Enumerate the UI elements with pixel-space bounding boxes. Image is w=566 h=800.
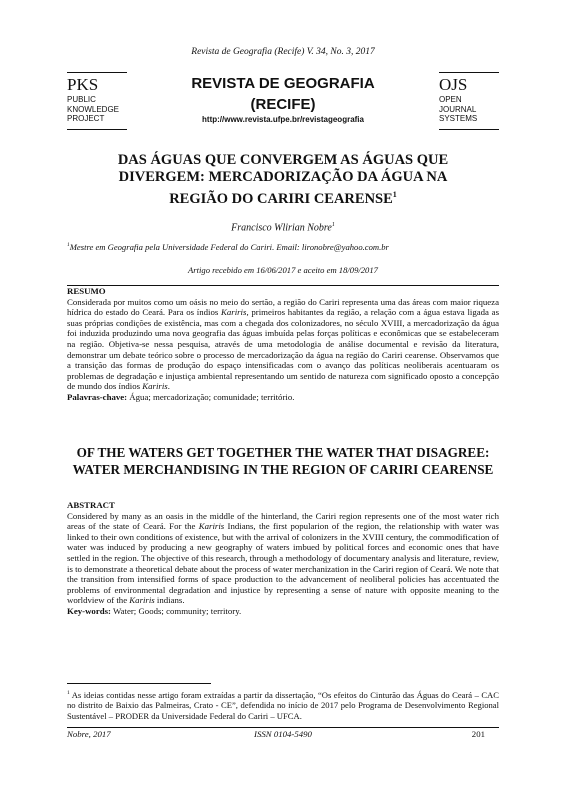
resumo-text: . bbox=[167, 381, 170, 392]
abstract-emphasis: Kariris bbox=[129, 595, 155, 606]
resumo-heading: RESUMO bbox=[67, 286, 106, 296]
pkp-logo-box bbox=[67, 72, 127, 130]
page-number: 201 bbox=[471, 729, 485, 739]
abstract-keywords-text: Water; Goods; community; territory. bbox=[110, 605, 242, 616]
title-footnote-mark: 1 bbox=[392, 190, 397, 199]
footer-issn: ISSN 0104-5490 bbox=[254, 729, 312, 739]
resumo-body bbox=[67, 297, 499, 392]
pkp-word: PROJECT bbox=[67, 114, 105, 123]
journal-title-block bbox=[133, 72, 433, 130]
author-name bbox=[0, 222, 566, 233]
resumo-keywords-text: Água; mercadorização; comunidade; território. bbox=[127, 391, 295, 402]
article-dates: Artigo recebido em 16/06/2017 e aceito em 18/09/2017 bbox=[188, 265, 378, 275]
footer-author-year: Nobre, 2017 bbox=[67, 729, 111, 739]
masthead bbox=[67, 72, 499, 130]
pkp-word: PUBLIC bbox=[67, 95, 96, 104]
abstract-keywords bbox=[67, 606, 499, 617]
english-title: OF THE WATERS GET TOGETHER THE WATER THAT DISAGREE: WATER MERCHANDISING IN THE REGION OF CARIRI CEARENSE bbox=[72, 445, 494, 477]
journal-title-line2: (RECIFE) bbox=[250, 96, 316, 113]
article-title bbox=[90, 152, 476, 208]
resumo-text: , primeiros habitantes da região, a relação com a água estava ligada as suas próprias condições de existência, mas com a chegada dos colonizadores, no século XVIII, a mercadorização da água foi induzida produzindo uma nova geografia das águas imbuída pelas forças políticas e econômicas que se estabeleceram na região. Objetiva-se nessa pesquisa, através de uma metodologia de análise documental e revisão da literatura, demonstrar um debate teórico sobre o processo de mercadorização da água na região do Cariri cearense. Observamos que a transição das formas de produção do espaço intensificadas com o avanço das políticas neoliberais acentuaram os problemas de degradação e injustiça ambiental representando um sentido de natureza com significado oposto a concepção de mundo dos índios bbox=[67, 307, 499, 392]
affiliation-note-mark: 1 bbox=[67, 242, 70, 249]
abstract-emphasis: Kariris bbox=[198, 521, 225, 532]
pkp-acronym: PKS bbox=[67, 75, 99, 94]
article-title-text: DAS ÁGUAS QUE CONVERGEM AS ÁGUAS QUE DIVERGEM: MERCADORIZAÇÃO DA ÁGUA NA REGIÃO DO CARIRI CEARENSE bbox=[117, 152, 449, 207]
journal-url[interactable]: http://www.revista.ufpe.br/revistageografia bbox=[202, 115, 364, 124]
journal-citation: Revista de Geografia (Recife) V. 34, No. 3, 2017 bbox=[191, 47, 375, 57]
abstract-heading: ABSTRACT bbox=[67, 500, 115, 510]
author-name-text: Francisco Wlirian Nobre bbox=[231, 222, 332, 234]
pkp-word: KNOWLEDGE bbox=[67, 104, 120, 114]
resumo-keywords-label: Palavras-chave: bbox=[67, 391, 128, 402]
footnote-text: As ideias contidas nesse artigo foram extraídas a partir da dissertação, “Os efeitos do Cinturão das Águas do Ceará – CAC no distrito de Baixio das Palmeiras, Crato - CE”, defendida no início de 2017 pelo Programa de Desenvolvimento Regional Sustentável – PRODER da Universidade Federal do Cariri – UFCA. bbox=[67, 689, 499, 721]
resumo-section bbox=[67, 286, 499, 403]
ojs-logo-box bbox=[439, 72, 499, 130]
abstract-body bbox=[67, 511, 499, 606]
resumo-text: Considerada por muitos como um oásis no meio do sertão, a região do Cariri representa uma das áreas com maior riqueza hídrica do estado do Ceará. Para os índios bbox=[67, 296, 499, 318]
abstract-section bbox=[67, 500, 499, 617]
affiliation-text: Mestre em Geografia pela Universidade Federal do Cariri. Email: lironobre@yahoo.com.br bbox=[69, 242, 389, 252]
ojs-word: OPEN bbox=[439, 95, 462, 104]
resumo-emphasis: Kariris bbox=[142, 381, 168, 392]
ojs-words bbox=[439, 95, 499, 124]
pkp-words bbox=[67, 95, 127, 124]
abstract-text: Considered by many as an oasis in the middle of the hinterland, the Cariri region represents one of the most water rich areas of the state of Ceará. For the bbox=[67, 510, 499, 532]
footnote bbox=[67, 688, 499, 721]
author-note-mark: 1 bbox=[331, 222, 335, 228]
footer-rule bbox=[67, 727, 499, 728]
resumo-keywords bbox=[67, 392, 499, 403]
resumo-emphasis: Kariris bbox=[221, 307, 247, 318]
author-affiliation bbox=[67, 242, 507, 252]
abstract-keywords-label: Key-words: bbox=[67, 605, 111, 616]
ojs-acronym: OJS bbox=[439, 75, 468, 94]
abstract-text: indians. bbox=[154, 595, 185, 606]
abstract-text: Indians, the first popularion of the region, the relationship with water was linked to their own conditions of existence, but with the arrival of colonizers in the XVIII century, the commodification of water was induced by producing a new geography of waters imbued by political forces and economic ones that have settled in the region. The objective of this research, through a methodology of documentary analysis and literature, review, is to demonstrate a theoretical debate about the process of water merchanization in the Cariri region of Ceará. We note that the transition from intensified forms of space production to the advancement of neoliberal policies has accentuated the problems of environmental degradation and injustice by representing a sense of nature with opposite meaning to the worldview of the bbox=[67, 521, 499, 606]
ojs-word: JOURNAL bbox=[439, 104, 477, 114]
journal-title-line1: REVISTA DE GEOGRAFIA bbox=[191, 75, 375, 92]
footnote-mark: 1 bbox=[67, 690, 70, 696]
footnote-rule bbox=[67, 683, 211, 684]
ojs-word: SYSTEMS bbox=[439, 114, 478, 123]
